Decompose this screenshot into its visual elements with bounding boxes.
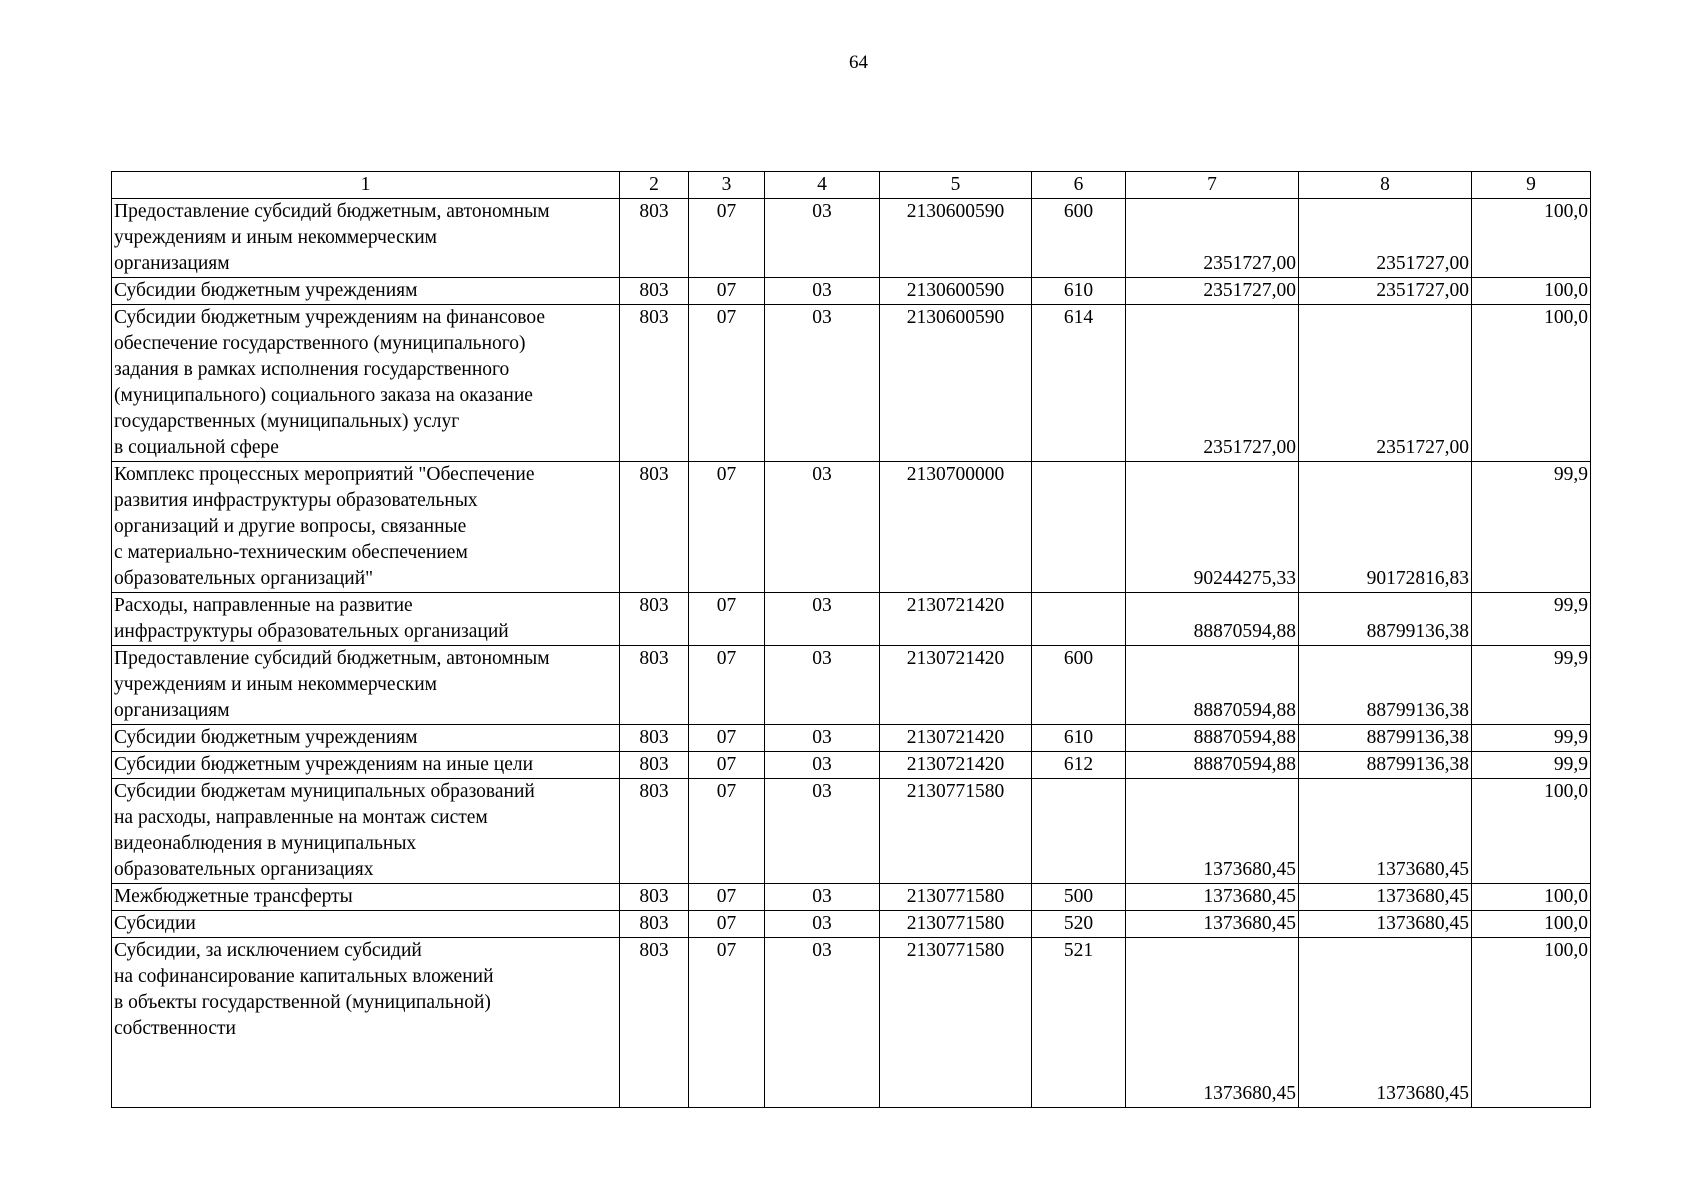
cell-name: Комплекс процессных мероприятий "Обеспечение развития инфраструктуры образовательных организаций и другие вопросы, связанные с материально-техническим обеспечением образовательных организаций" (112, 462, 620, 593)
cell-target-article: 2130700000 (880, 462, 1032, 593)
cell-section: 07 (689, 593, 765, 646)
cell-name: Межбюджетные трансферты (112, 884, 620, 911)
cell-name: Субсидии бюджетным учреждениям на финансовое обеспечение государственного (муниципального) задания в рамках исполнения государственного (муниципального) социального заказа на оказание государственных (муниципальных) услуг в социальной сфере (112, 305, 620, 462)
cell-executed-amount: 1373680,45 (1299, 938, 1472, 1108)
cell-expense-type: 610 (1032, 278, 1126, 305)
table-body (112, 172, 1591, 1108)
page-number: 64 (849, 52, 868, 73)
cell-percent: 99,9 (1472, 725, 1591, 752)
cell-executed-amount: 90172816,83 (1299, 462, 1472, 593)
cell-percent: 99,9 (1472, 646, 1591, 725)
cell-subsection: 03 (765, 593, 880, 646)
cell-expense-type: 600 (1032, 646, 1126, 725)
cell-percent: 100,0 (1472, 199, 1591, 278)
cell-section: 07 (689, 305, 765, 462)
cell-expense-type: 600 (1032, 199, 1126, 278)
cell-planned-amount: 2351727,00 (1126, 199, 1299, 278)
cell-planned-amount: 1373680,45 (1126, 779, 1299, 884)
column-header: 1 (112, 172, 620, 199)
table-row (112, 593, 1591, 646)
cell-subsection: 03 (765, 752, 880, 779)
cell-subsection: 03 (765, 938, 880, 1108)
cell-name: Субсидии бюджетным учреждениям (112, 278, 620, 305)
cell-section: 07 (689, 779, 765, 884)
cell-planned-amount: 2351727,00 (1126, 278, 1299, 305)
cell-expense-type: 500 (1032, 884, 1126, 911)
column-header: 6 (1032, 172, 1126, 199)
cell-percent: 99,9 (1472, 462, 1591, 593)
cell-subsection: 03 (765, 725, 880, 752)
budget-table (111, 171, 1591, 1108)
cell-subsection: 03 (765, 646, 880, 725)
column-header: 4 (765, 172, 880, 199)
cell-section: 07 (689, 752, 765, 779)
cell-percent: 99,9 (1472, 752, 1591, 779)
cell-percent: 100,0 (1472, 779, 1591, 884)
cell-name: Субсидии (112, 911, 620, 938)
cell-planned-amount: 90244275,33 (1126, 462, 1299, 593)
cell-expense-type: 612 (1032, 752, 1126, 779)
cell-name: Расходы, направленные на развитие инфраструктуры образовательных организаций (112, 593, 620, 646)
cell-section: 07 (689, 911, 765, 938)
cell-executed-amount: 2351727,00 (1299, 199, 1472, 278)
table-row (112, 911, 1591, 938)
table-row (112, 646, 1591, 725)
cell-target-article: 2130771580 (880, 938, 1032, 1108)
cell-target-article: 2130771580 (880, 884, 1032, 911)
cell-percent: 100,0 (1472, 911, 1591, 938)
cell-executed-amount: 1373680,45 (1299, 884, 1472, 911)
cell-name: Субсидии, за исключением субсидий на софинансирование капитальных вложений в объекты государственной (муниципальной) собственности (112, 938, 620, 1108)
cell-subsection: 03 (765, 911, 880, 938)
cell-executed-amount: 2351727,00 (1299, 278, 1472, 305)
table-row (112, 462, 1591, 593)
cell-subsection: 03 (765, 278, 880, 305)
cell-section: 07 (689, 725, 765, 752)
column-header: 7 (1126, 172, 1299, 199)
cell-admin-code: 803 (620, 646, 689, 725)
cell-executed-amount: 88799136,38 (1299, 725, 1472, 752)
cell-admin-code: 803 (620, 884, 689, 911)
cell-percent: 99,9 (1472, 593, 1591, 646)
cell-executed-amount: 2351727,00 (1299, 305, 1472, 462)
column-header: 2 (620, 172, 689, 199)
table-row (112, 938, 1591, 1108)
cell-target-article: 2130721420 (880, 725, 1032, 752)
table-row (112, 779, 1591, 884)
cell-subsection: 03 (765, 199, 880, 278)
cell-expense-type: 610 (1032, 725, 1126, 752)
cell-admin-code: 803 (620, 779, 689, 884)
cell-subsection: 03 (765, 884, 880, 911)
column-header: 8 (1299, 172, 1472, 199)
cell-admin-code: 803 (620, 199, 689, 278)
cell-target-article: 2130771580 (880, 911, 1032, 938)
cell-admin-code: 803 (620, 938, 689, 1108)
cell-executed-amount: 1373680,45 (1299, 779, 1472, 884)
cell-subsection: 03 (765, 305, 880, 462)
table-row (112, 752, 1591, 779)
cell-percent: 100,0 (1472, 305, 1591, 462)
table-header-row (112, 172, 1591, 199)
cell-executed-amount: 1373680,45 (1299, 911, 1472, 938)
cell-name: Субсидии бюджетным учреждениям на иные цели (112, 752, 620, 779)
cell-expense-type (1032, 593, 1126, 646)
cell-admin-code: 803 (620, 593, 689, 646)
cell-expense-type (1032, 462, 1126, 593)
cell-planned-amount: 1373680,45 (1126, 884, 1299, 911)
cell-planned-amount: 88870594,88 (1126, 593, 1299, 646)
cell-name: Субсидии бюджетам муниципальных образований на расходы, направленные на монтаж систем видеонаблюдения в муниципальных образовательных организациях (112, 779, 620, 884)
cell-section: 07 (689, 938, 765, 1108)
cell-target-article: 2130600590 (880, 278, 1032, 305)
cell-name: Предоставление субсидий бюджетным, автономным учреждениям и иным некоммерческим организациям (112, 199, 620, 278)
table-row (112, 725, 1591, 752)
cell-admin-code: 803 (620, 278, 689, 305)
cell-admin-code: 803 (620, 462, 689, 593)
cell-expense-type: 614 (1032, 305, 1126, 462)
table-row (112, 278, 1591, 305)
cell-section: 07 (689, 462, 765, 593)
cell-name: Субсидии бюджетным учреждениям (112, 725, 620, 752)
cell-admin-code: 803 (620, 911, 689, 938)
cell-section: 07 (689, 199, 765, 278)
cell-expense-type (1032, 779, 1126, 884)
cell-planned-amount: 88870594,88 (1126, 646, 1299, 725)
table-row (112, 199, 1591, 278)
cell-executed-amount: 88799136,38 (1299, 752, 1472, 779)
cell-percent: 100,0 (1472, 938, 1591, 1108)
cell-section: 07 (689, 278, 765, 305)
cell-percent: 100,0 (1472, 884, 1591, 911)
cell-target-article: 2130721420 (880, 593, 1032, 646)
cell-target-article: 2130721420 (880, 646, 1032, 725)
cell-planned-amount: 1373680,45 (1126, 911, 1299, 938)
cell-executed-amount: 88799136,38 (1299, 646, 1472, 725)
column-header: 5 (880, 172, 1032, 199)
cell-name: Предоставление субсидий бюджетным, автономным учреждениям и иным некоммерческим организациям (112, 646, 620, 725)
table-row (112, 884, 1591, 911)
cell-admin-code: 803 (620, 725, 689, 752)
cell-admin-code: 803 (620, 305, 689, 462)
cell-section: 07 (689, 884, 765, 911)
cell-expense-type: 521 (1032, 938, 1126, 1108)
cell-planned-amount: 88870594,88 (1126, 725, 1299, 752)
column-header: 9 (1472, 172, 1591, 199)
column-header: 3 (689, 172, 765, 199)
cell-expense-type: 520 (1032, 911, 1126, 938)
cell-planned-amount: 88870594,88 (1126, 752, 1299, 779)
cell-subsection: 03 (765, 779, 880, 884)
cell-target-article: 2130600590 (880, 199, 1032, 278)
cell-target-article: 2130771580 (880, 779, 1032, 884)
cell-target-article: 2130600590 (880, 305, 1032, 462)
cell-planned-amount: 1373680,45 (1126, 938, 1299, 1108)
cell-admin-code: 803 (620, 752, 689, 779)
cell-subsection: 03 (765, 462, 880, 593)
cell-executed-amount: 88799136,38 (1299, 593, 1472, 646)
table-row (112, 305, 1591, 462)
cell-target-article: 2130721420 (880, 752, 1032, 779)
cell-planned-amount: 2351727,00 (1126, 305, 1299, 462)
cell-percent: 100,0 (1472, 278, 1591, 305)
cell-section: 07 (689, 646, 765, 725)
